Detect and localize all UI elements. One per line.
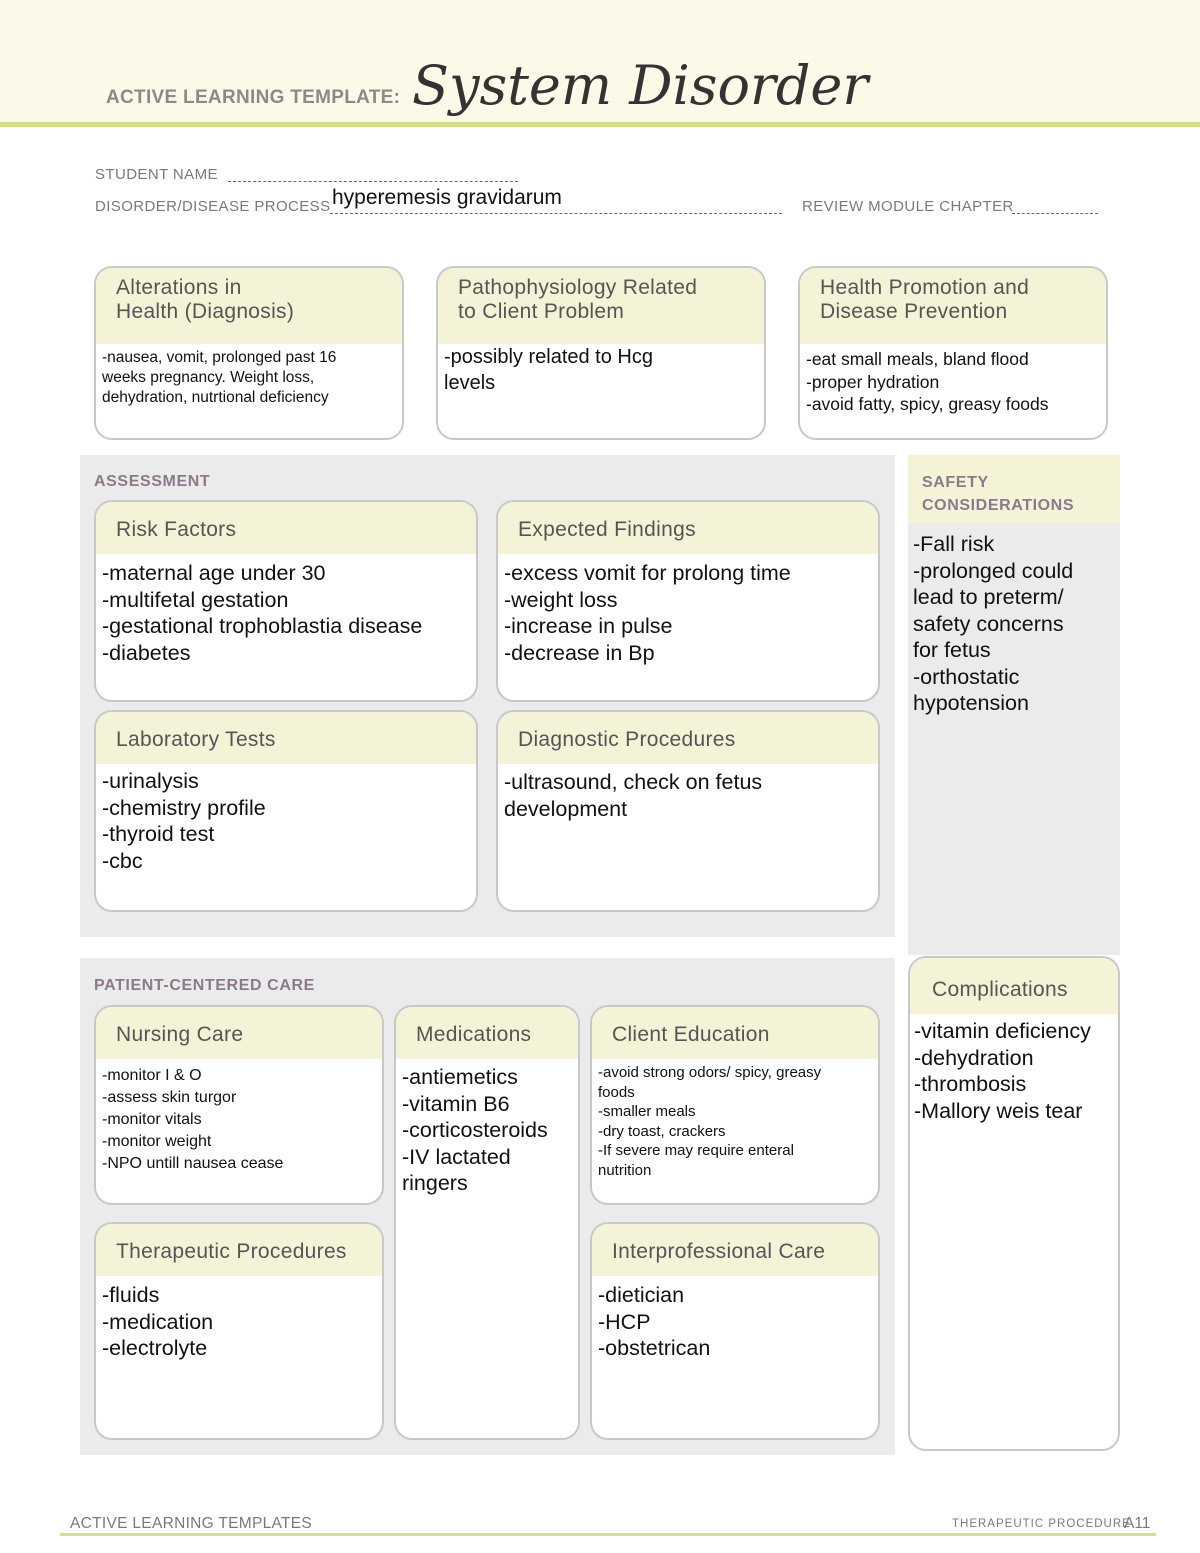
health-promotion-content[interactable]: -eat small meals, bland flood -proper hydration -avoid fatty, spicy, greasy foods	[806, 349, 1049, 414]
expected-findings-card	[496, 500, 880, 702]
pathophysiology-title: Pathophysiology Related to Client Problem	[438, 268, 764, 344]
expected-findings-content[interactable]: -excess vomit for prolong time -weight loss -increase in pulse -decrease in Bp	[504, 561, 791, 665]
risk-factors-title: Risk Factors	[96, 502, 476, 554]
interprofessional-care-title: Interprofessional Care	[592, 1224, 878, 1276]
alterations-card	[94, 266, 404, 440]
student-name-label: STUDENT NAME	[95, 166, 218, 183]
alterations-title: Alterations in Health (Diagnosis)	[96, 268, 402, 344]
complications-card	[908, 956, 1120, 1451]
medications-card	[394, 1005, 580, 1440]
diagnostic-procedures-title: Diagnostic Procedures	[498, 712, 878, 764]
nursing-care-title: Nursing Care	[96, 1007, 382, 1059]
footer-left: ACTIVE LEARNING TEMPLATES	[70, 1515, 313, 1532]
interprofessional-care-card	[590, 1222, 880, 1440]
health-promotion-card	[798, 266, 1108, 440]
pathophysiology-content[interactable]: -possibly related to Hcg levels	[444, 346, 653, 394]
health-promotion-title: Health Promotion and Disease Prevention	[800, 268, 1106, 344]
footer-right: THERAPEUTIC PROCEDURE	[952, 1518, 1131, 1530]
alterations-content[interactable]: -nausea, vomit, prolonged past 16 weeks pregnancy. Weight loss, dehydration, nutrtional deficiency	[102, 349, 337, 406]
complications-content[interactable]: -vitamin deficiency -dehydration -thrombosis -Mallory weis tear	[914, 1019, 1091, 1123]
client-education-content[interactable]: -avoid strong odors/ spicy, greasy foods -smaller meals -dry toast, crackers -If severe may require enteral nutrition	[598, 1064, 822, 1179]
review-module-label: REVIEW MODULE CHAPTER	[802, 198, 1014, 215]
template-label: ACTIVE LEARNING TEMPLATE:	[106, 87, 401, 108]
student-name-line[interactable]	[228, 181, 518, 182]
assessment-title: ASSESSMENT	[94, 473, 211, 490]
interprofessional-care-content[interactable]: -dietician -HCP -obstetrican	[598, 1283, 711, 1360]
expected-findings-title: Expected Findings	[498, 502, 878, 554]
nursing-care-content[interactable]: -monitor I & O -assess skin turgor -monitor vitals -monitor weight -NPO untill nausea cease	[102, 1067, 284, 1172]
safety-title: SAFETY CONSIDERATIONS	[908, 455, 1120, 523]
complications-title: Complications	[910, 958, 1118, 1014]
nursing-care-card	[94, 1005, 384, 1205]
disorder-value[interactable]: hyperemesis gravidarum	[332, 186, 562, 209]
header-rule	[0, 122, 1200, 127]
footer-page-number: A11	[1124, 1515, 1151, 1532]
template-title: System Disorder	[412, 54, 869, 117]
disorder-label: DISORDER/DISEASE PROCESS	[95, 198, 331, 215]
therapeutic-procedures-card	[94, 1222, 384, 1440]
therapeutic-procedures-title: Therapeutic Procedures	[96, 1224, 382, 1276]
pathophysiology-card	[436, 266, 766, 440]
medications-content[interactable]: -antiemetics -vitamin B6 -corticosteroids -IV lactated ringers	[402, 1065, 548, 1195]
safety-content[interactable]: -Fall risk -prolonged could lead to preterm/ safety concerns for fetus -orthostatic hypotension	[913, 532, 1074, 715]
footer-rule	[60, 1533, 1156, 1536]
client-education-title: Client Education	[592, 1007, 878, 1059]
review-module-line[interactable]	[1012, 213, 1098, 214]
risk-factors-content[interactable]: -maternal age under 30 -multifetal gestation -gestational trophoblastia disease -diabetes	[102, 561, 423, 665]
disorder-line[interactable]	[330, 213, 782, 214]
laboratory-tests-title: Laboratory Tests	[96, 712, 476, 764]
patient-centered-care-title: PATIENT-CENTERED CARE	[94, 977, 315, 994]
diagnostic-procedures-card	[496, 710, 880, 912]
client-education-card	[590, 1005, 880, 1205]
diagnostic-procedures-content[interactable]: -ultrasound, check on fetus development	[504, 770, 763, 821]
medications-title: Medications	[396, 1007, 578, 1059]
risk-factors-card	[94, 500, 478, 702]
laboratory-tests-content[interactable]: -urinalysis -chemistry profile -thyroid test -cbc	[102, 769, 266, 873]
laboratory-tests-card	[94, 710, 478, 912]
therapeutic-procedures-content[interactable]: -fluids -medication -electrolyte	[102, 1283, 214, 1360]
